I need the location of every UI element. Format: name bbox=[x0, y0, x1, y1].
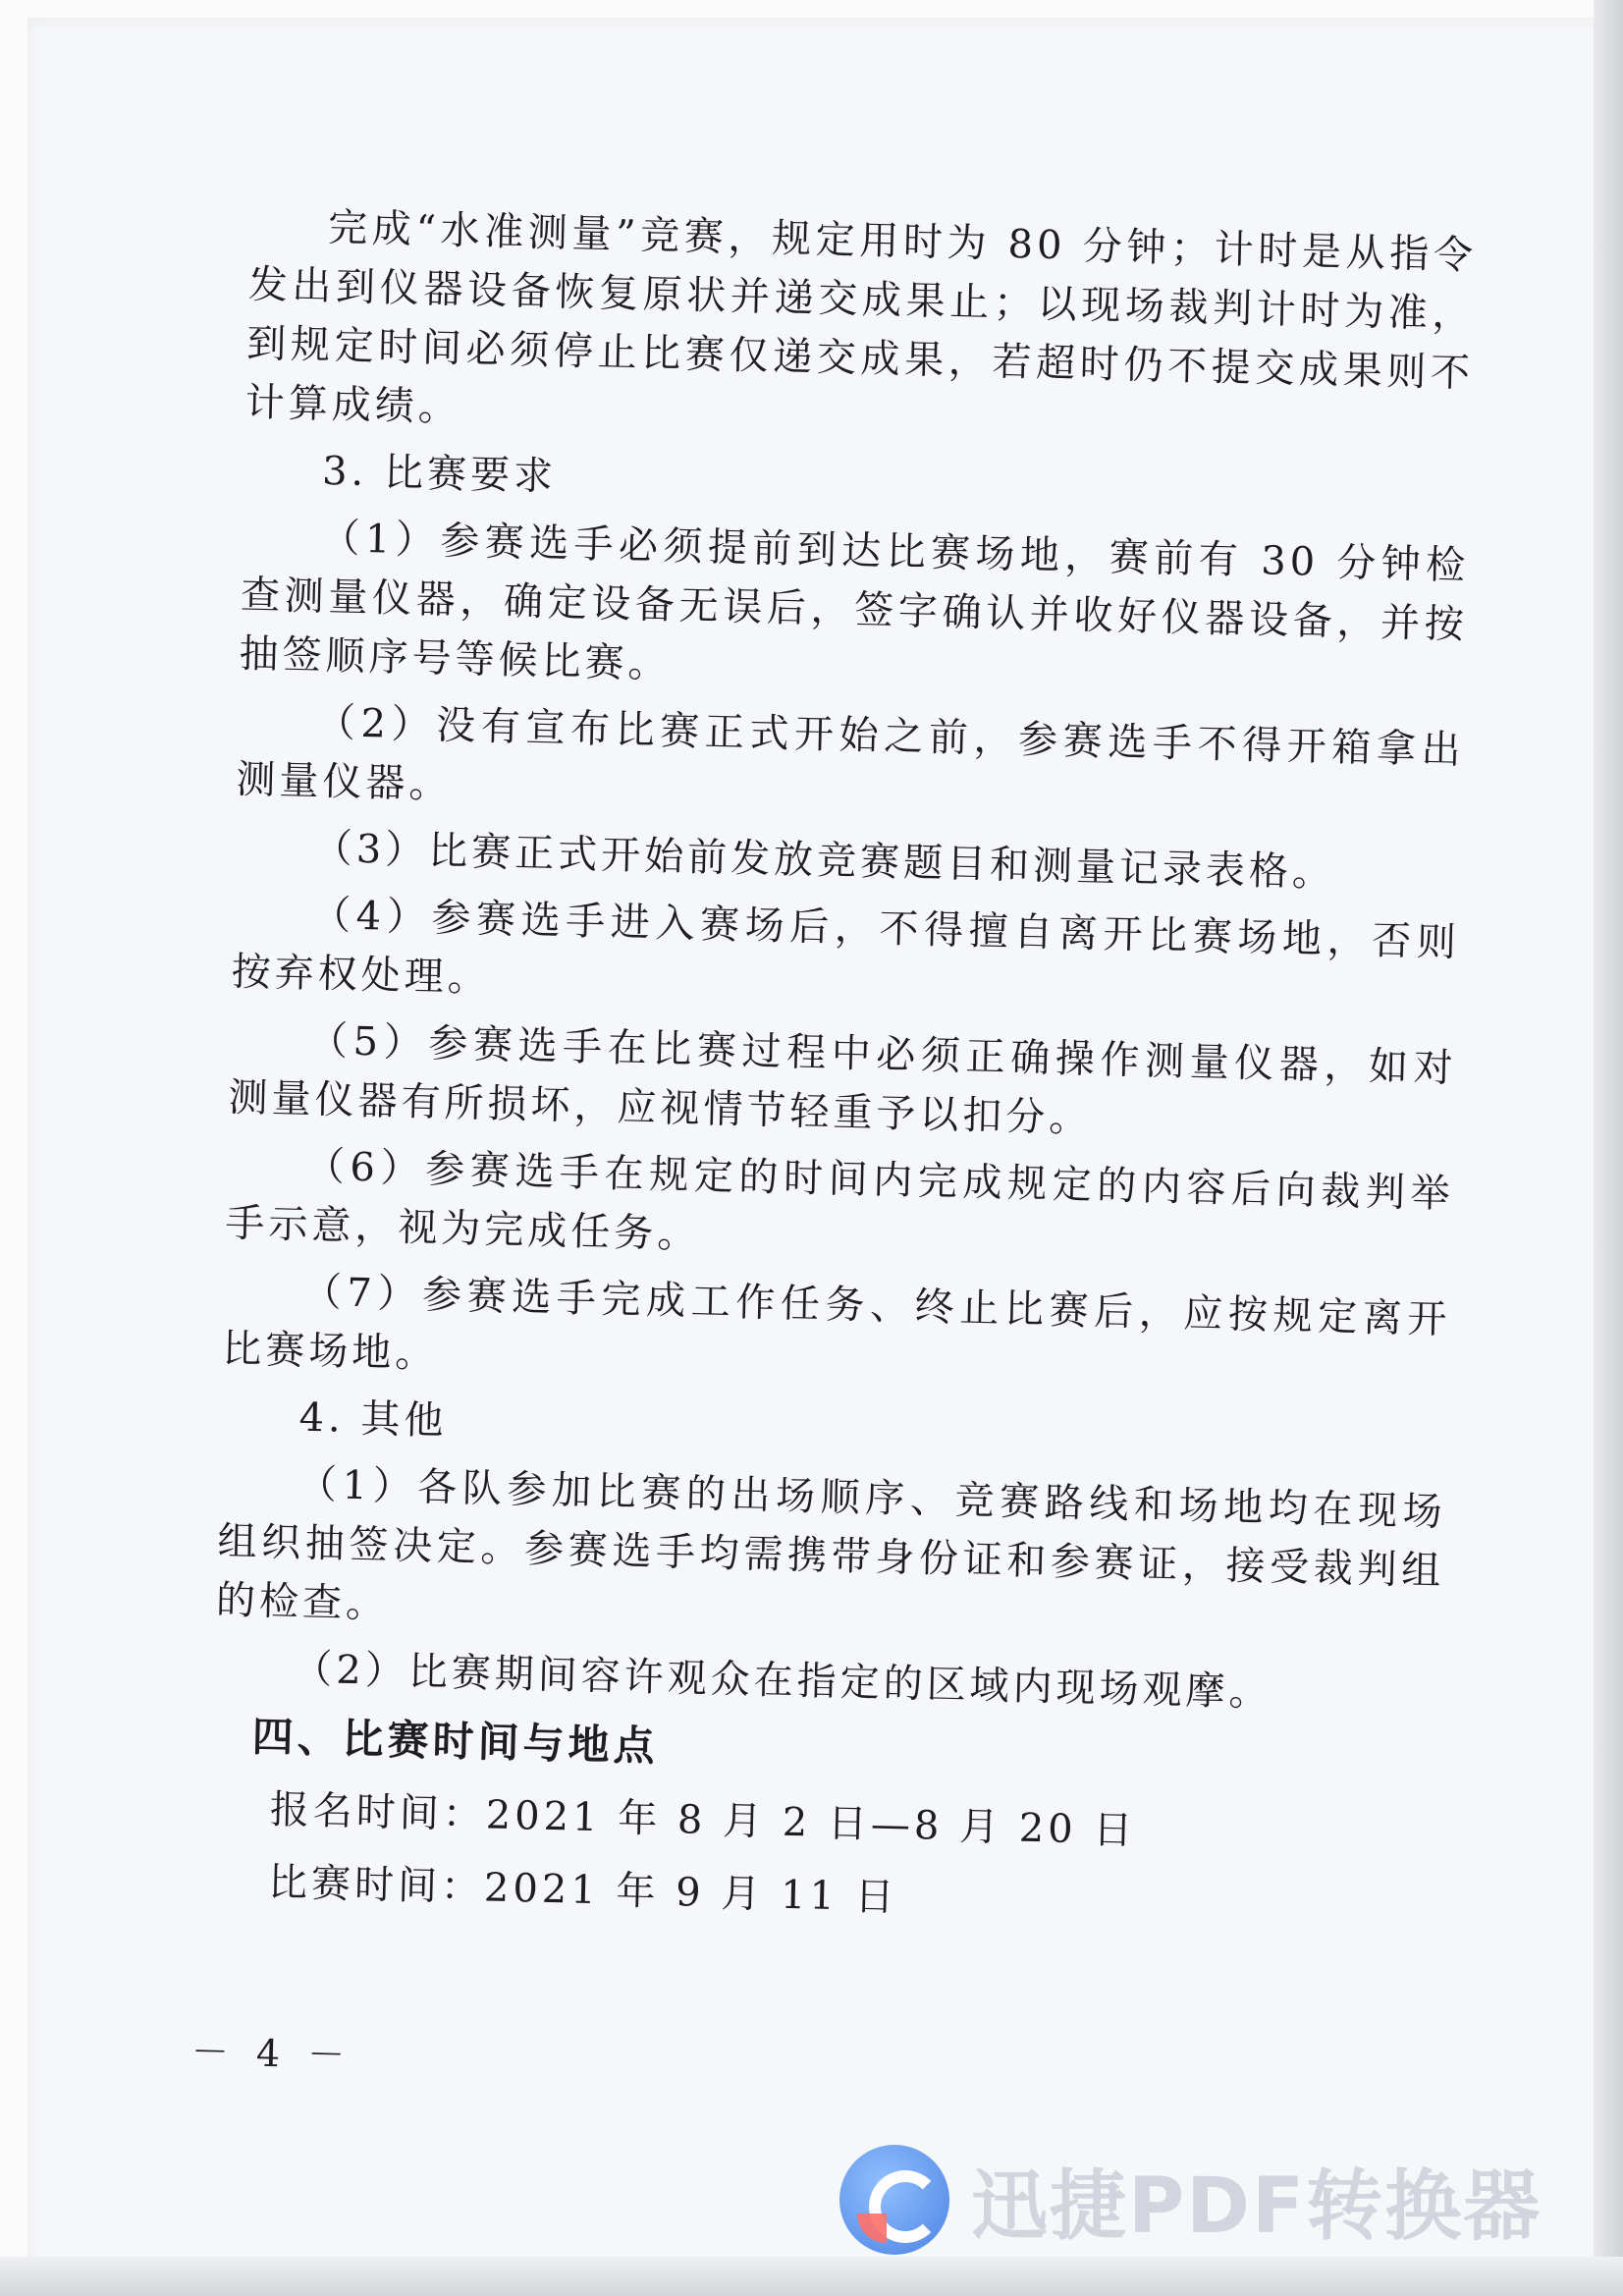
requirement-item-2: （2）没有宣布比赛正式开始之前，参赛选手不得开箱拿出测量仪器。 bbox=[235, 699, 1466, 808]
requirement-item-3: （3）比赛正式开始前发放竞赛题目和测量记录表格。 bbox=[312, 825, 1336, 897]
requirement-item-5: （5）参赛选手在比赛过程中必须正确操作测量仪器，如对测量仪器有所损坏，应视情节轻重予以扣分。 bbox=[228, 1017, 1458, 1142]
pdf-converter-logo-icon bbox=[839, 2145, 949, 2255]
other-item-1: （1）各队参加比赛的出场顺序、竞赛路线和场地均在现场组织抽签决定。参赛选手均需携带身份证和参赛证，接受裁判组的检查。 bbox=[215, 1461, 1447, 1627]
requirement-item-4: （4）参赛选手进入赛场后，不得擅自离开比赛场地，否则按弃权处理。 bbox=[231, 892, 1461, 1002]
other-item-2: （2）比赛期间容许观众在指定的区域内现场观摩。 bbox=[292, 1646, 1273, 1716]
page-number: － 4 － bbox=[190, 2029, 353, 2077]
scan-edge-bottom bbox=[0, 2257, 1623, 2296]
section-3-heading: 3. 比赛要求 bbox=[321, 448, 558, 500]
requirement-item-7: （7）参赛选手完成工作任务、终止比赛后，应按规定离开比赛场地。 bbox=[221, 1269, 1451, 1378]
watermark-text: 迅捷PDF转换器 bbox=[971, 2162, 1542, 2251]
document-body bbox=[208, 196, 1478, 1952]
competition-time: 比赛时间：2021 年 9 月 11 日 bbox=[267, 1859, 899, 1921]
scan-edge-right bbox=[1594, 0, 1623, 2296]
intro-paragraph: 完成“水准测量”竞赛，规定用时为 80 分钟；计时是从指令发出到仪器设备恢复原状并递交成果止；以现场裁判计时为准，到规定时间必须停止比赛仅递交成果，若超时仍不提交成果则不计算成绩。 bbox=[244, 204, 1478, 431]
requirement-item-1: （1）参赛选手必须提前到达比赛场地，赛前有 30 分钟检查测量仪器，确定设备无误后，签字确认并收好仪器设备，并按抽签顺序号等候比赛。 bbox=[239, 515, 1470, 687]
registration-time: 报名时间：2021 年 8 月 2 日—8 月 20 日 bbox=[269, 1786, 1137, 1854]
section-4-heading: 4. 其他 bbox=[298, 1394, 449, 1445]
chapter-4-heading: 四、比赛时间与地点 bbox=[251, 1712, 660, 1771]
watermark bbox=[839, 2141, 1542, 2259]
requirement-item-6: （6）参赛选手在规定的时间内完成规定的内容后向裁判举手示意，视为完成任务。 bbox=[224, 1143, 1455, 1258]
